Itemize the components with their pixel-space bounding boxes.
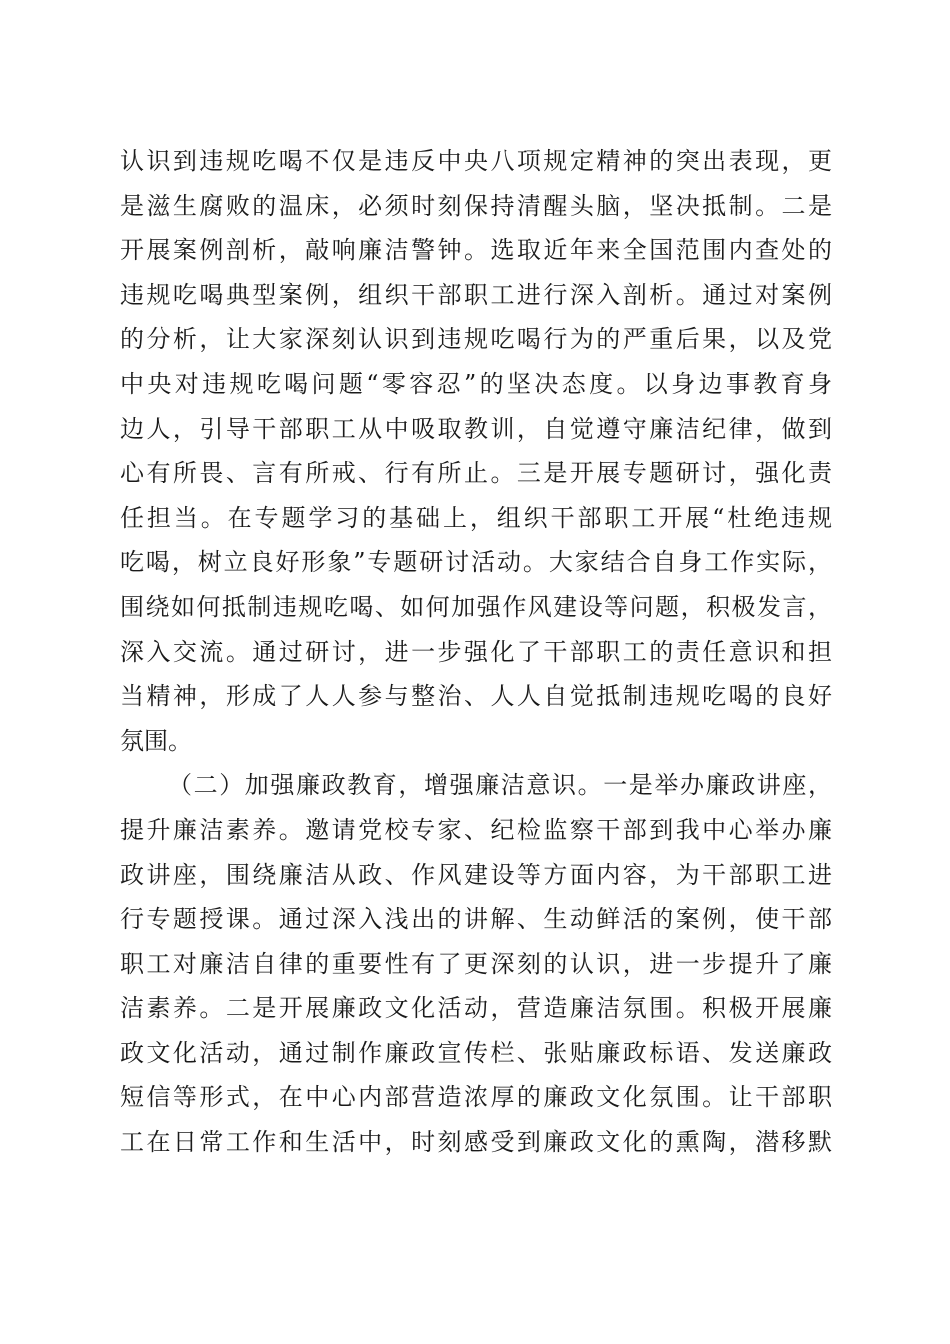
text-line: 认识到违规吃喝不仅是违反中央八项规定精神的突出表现，更 [120,147,832,175]
section-heading-line: （二）加强廉政教育，增强廉洁意识。一是举办廉政讲座， [168,771,832,800]
text-line: 提升廉洁素养。邀请党校专家、纪检监察干部到我中心举办廉 [120,815,832,844]
text-line: 任担当。在专题学习的基础上，组织干部职工开展“杜绝违规 [120,503,832,532]
text-line: 深入交流。通过研讨，进一步强化了干部职工的责任意识和担 [120,637,832,666]
text-line: 行专题授课。通过深入浅出的讲解、生动鲜活的案例，使干部 [120,905,832,934]
text-line: 政文化活动，通过制作廉政宣传栏、张贴廉政标语、发送廉政 [120,1038,832,1067]
text-line: 洁素养。二是开展廉政文化活动，营造廉洁氛围。积极开展廉 [120,994,832,1023]
text-line: 职工对廉洁自律的重要性有了更深刻的认识，进一步提升了廉 [120,949,832,978]
text-line: 违规吃喝典型案例，组织干部职工进行深入剖析。通过对案例 [120,280,832,309]
text-line: 工在日常工作和生活中，时刻感受到廉政文化的熏陶，潜移默 [120,1128,832,1157]
text-line: 短信等形式，在中心内部营造浓厚的廉政文化氛围。让干部职 [120,1083,832,1112]
text-line: 边人，引导干部职工从中吸取教训，自觉遵守廉洁纪律，做到 [120,414,832,443]
text-line: 当精神，形成了人人参与整治、人人自觉抵制违规吃喝的良好 [120,682,832,711]
text-line: 政讲座，围绕廉洁从政、作风建设等方面内容，为干部职工进 [120,860,832,889]
body-text [120,139,832,1165]
text-line: 氛围。 [120,726,192,755]
text-line: 心有所畏、言有所戒、行有所止。三是开展专题研讨，强化责 [120,459,832,488]
text-line: 的分析，让大家深刻认识到违规吃喝行为的严重后果，以及党 [120,325,832,354]
text-line: 围绕如何抵制违规吃喝、如何加强作风建设等问题，积极发言， [120,592,832,621]
text-line: 开展案例剖析，敲响廉洁警钟。选取近年来全国范围内查处的 [120,236,832,265]
text-line: 中央对违规吃喝问题“零容忍”的坚决态度。以身边事教育身 [120,369,832,398]
text-line: 是滋生腐败的温床，必须时刻保持清醒头脑，坚决抵制。二是 [120,191,832,220]
text-line: 吃喝，树立良好形象”专题研讨活动。大家结合自身工作实际， [120,548,832,577]
